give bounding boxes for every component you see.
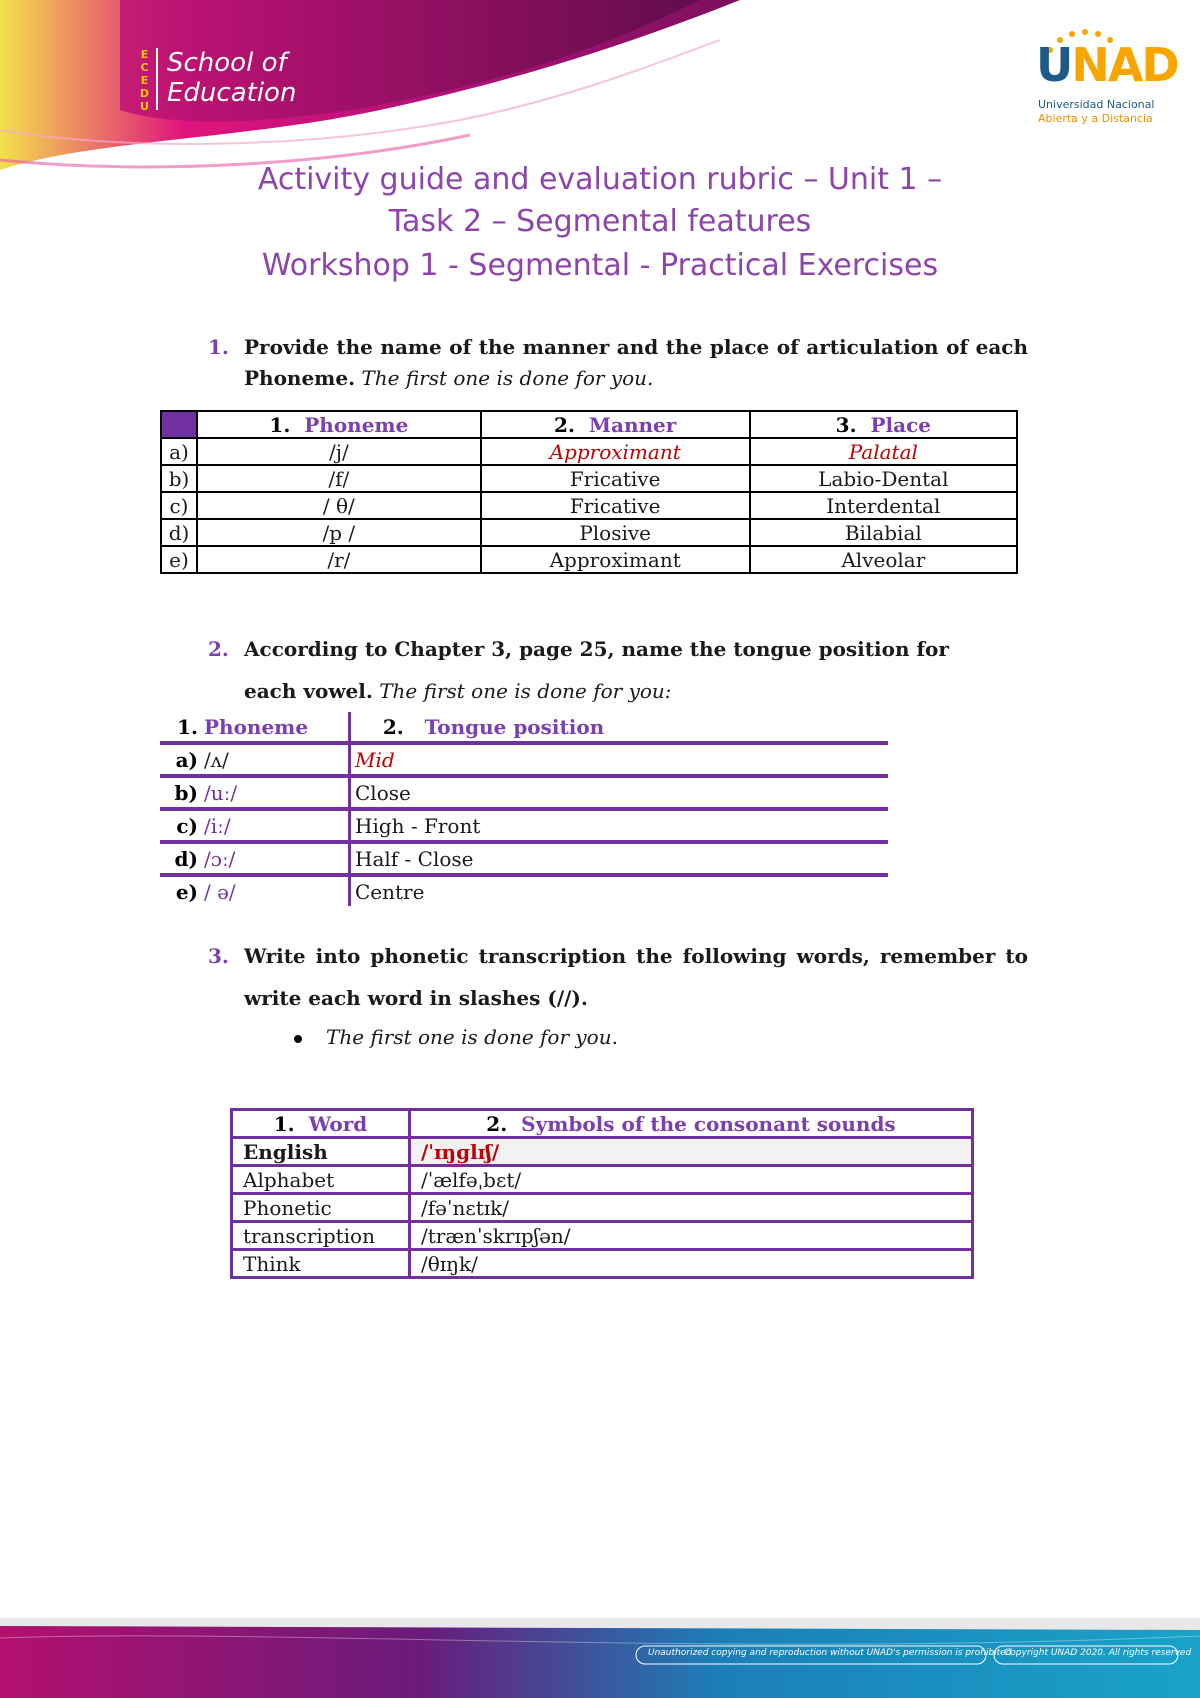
position-cell: High - Front (350, 809, 889, 842)
question-2-text: According to Chapter 3, page 25, name the tongue position for each vowel. (244, 637, 949, 703)
table-header-row (161, 411, 1017, 438)
manner-cell: Plosive (481, 519, 750, 546)
table-row (232, 1222, 973, 1250)
header-phoneme: 1. Phoneme (160, 712, 350, 743)
unad-subtitle-2: Abierta y a Distancia (1038, 112, 1153, 125)
title-line-2: Task 2 – Segmental features (388, 204, 812, 239)
word-cell: Alphabet (232, 1166, 410, 1194)
place-cell: Interdental (750, 492, 1017, 519)
question-2-number: 2. (208, 637, 229, 661)
logo-divider (156, 48, 158, 110)
header-place: 3. Place (750, 411, 1017, 438)
table-row (160, 875, 888, 906)
header-phoneme: 1. Phoneme (197, 411, 481, 438)
phoneme-cell: /j/ (197, 438, 481, 465)
place-cell: Labio-Dental (750, 465, 1017, 492)
table-row (160, 743, 888, 776)
phoneme-cell: d) /ɔː/ (160, 842, 350, 875)
word-cell: English (232, 1138, 410, 1166)
school-line-1: School of (167, 48, 287, 78)
table-row (160, 842, 888, 875)
question-1-text: Provide the name of the manner and the place of articulation of each Phoneme. (244, 335, 1028, 390)
row-letter: a) (161, 438, 197, 465)
question-1-number: 1. (208, 335, 229, 359)
school-line-2: Education (167, 78, 297, 108)
word-cell: Phonetic (232, 1194, 410, 1222)
table-row (232, 1250, 973, 1278)
header-manner: 2. Manner (481, 411, 750, 438)
unad-subtitle-1: Universidad Nacional (1038, 98, 1155, 111)
header-tongue-position: 2. Tongue position (350, 712, 889, 743)
row-letter: d) (161, 519, 197, 546)
table-header-row (232, 1110, 973, 1138)
manner-cell: Fricative (481, 492, 750, 519)
footer-decoration (0, 1618, 1200, 1698)
row-letter: b) (161, 465, 197, 492)
phoneme-cell: /r/ (197, 546, 481, 573)
phoneme-cell: /p / (197, 519, 481, 546)
table-row (160, 809, 888, 842)
unad-wordmark: UNAD (1036, 38, 1178, 92)
question-2-hint: The first one is done for you: (379, 679, 672, 703)
phoneme-cell: /f/ (197, 465, 481, 492)
table-header-row (160, 712, 888, 743)
question-3-hint: The first one is done for you. (326, 1025, 618, 1049)
word-cell: Think (232, 1250, 410, 1278)
word-cell: transcription (232, 1222, 410, 1250)
phoneme-cell: e) / ə/ (160, 875, 350, 906)
corner-cell (161, 411, 197, 438)
manner-cell: Approximant (481, 438, 750, 465)
table-row (232, 1138, 973, 1166)
table-row (161, 492, 1017, 519)
row-letter: e) (161, 546, 197, 573)
footer-copyright: Copyright UNAD 2020. All rights reserved (1004, 1648, 1192, 1658)
manner-place-table (160, 410, 1018, 574)
symbols-cell: /trænˈskrɪpʃən/ (410, 1222, 973, 1250)
symbols-cell: /ˈælfəˌbɛt/ (410, 1166, 973, 1194)
ecedu-vertical-label: E C E D U (139, 48, 151, 113)
bullet-icon (294, 1035, 302, 1043)
position-cell: Centre (355, 879, 425, 904)
transcription-table (230, 1108, 974, 1279)
symbols-cell: /θɪŋk/ (410, 1250, 973, 1278)
header-symbols: 2. Symbols of the consonant sounds (410, 1110, 973, 1138)
footer-copy-notice: Unauthorized copying and reproduction without UNAD's permission is prohibited (648, 1648, 1012, 1658)
table-row (161, 546, 1017, 573)
question-2 (208, 628, 1028, 712)
question-3-number: 3. (208, 944, 229, 968)
question-3-text: Write into phonetic transcription the following words, remember to write each word in slashes (//). (244, 944, 1028, 1010)
title-line-1: Activity guide and evaluation rubric – Unit 1 – (257, 162, 943, 197)
manner-cell: Fricative (481, 465, 750, 492)
question-1 (208, 332, 1028, 394)
table-row (161, 438, 1017, 465)
phoneme-cell: c) /iː/ (160, 809, 350, 842)
question-3 (208, 935, 1028, 1019)
question-1-hint: The first one is done for you. (361, 366, 654, 390)
unad-logo (1036, 28, 1178, 128)
header-word: 1. Word (232, 1110, 410, 1138)
place-cell: Bilabial (750, 519, 1017, 546)
place-cell: Alveolar (750, 546, 1017, 573)
symbols-cell: /fəˈnɛtɪk/ (410, 1194, 973, 1222)
position-cell: Close (350, 776, 889, 809)
tongue-position-table (160, 712, 888, 906)
table-row (160, 776, 888, 809)
symbols-cell: /ˈɪŋɡlɪʃ/ (410, 1138, 973, 1166)
phoneme-cell: b) /uː/ (160, 776, 350, 809)
position-cell: Half - Close (350, 842, 889, 875)
position-cell: Mid (350, 743, 889, 776)
row-letter: c) (161, 492, 197, 519)
phoneme-cell: / θ/ (197, 492, 481, 519)
table-row (232, 1166, 973, 1194)
table-row (161, 519, 1017, 546)
table-row (161, 465, 1017, 492)
manner-cell: Approximant (481, 546, 750, 573)
phoneme-cell: a) /ʌ/ (160, 743, 350, 776)
table-row (232, 1194, 973, 1222)
title-line-3: Workshop 1 - Segmental - Practical Exercises (261, 248, 939, 283)
place-cell: Palatal (750, 438, 1017, 465)
